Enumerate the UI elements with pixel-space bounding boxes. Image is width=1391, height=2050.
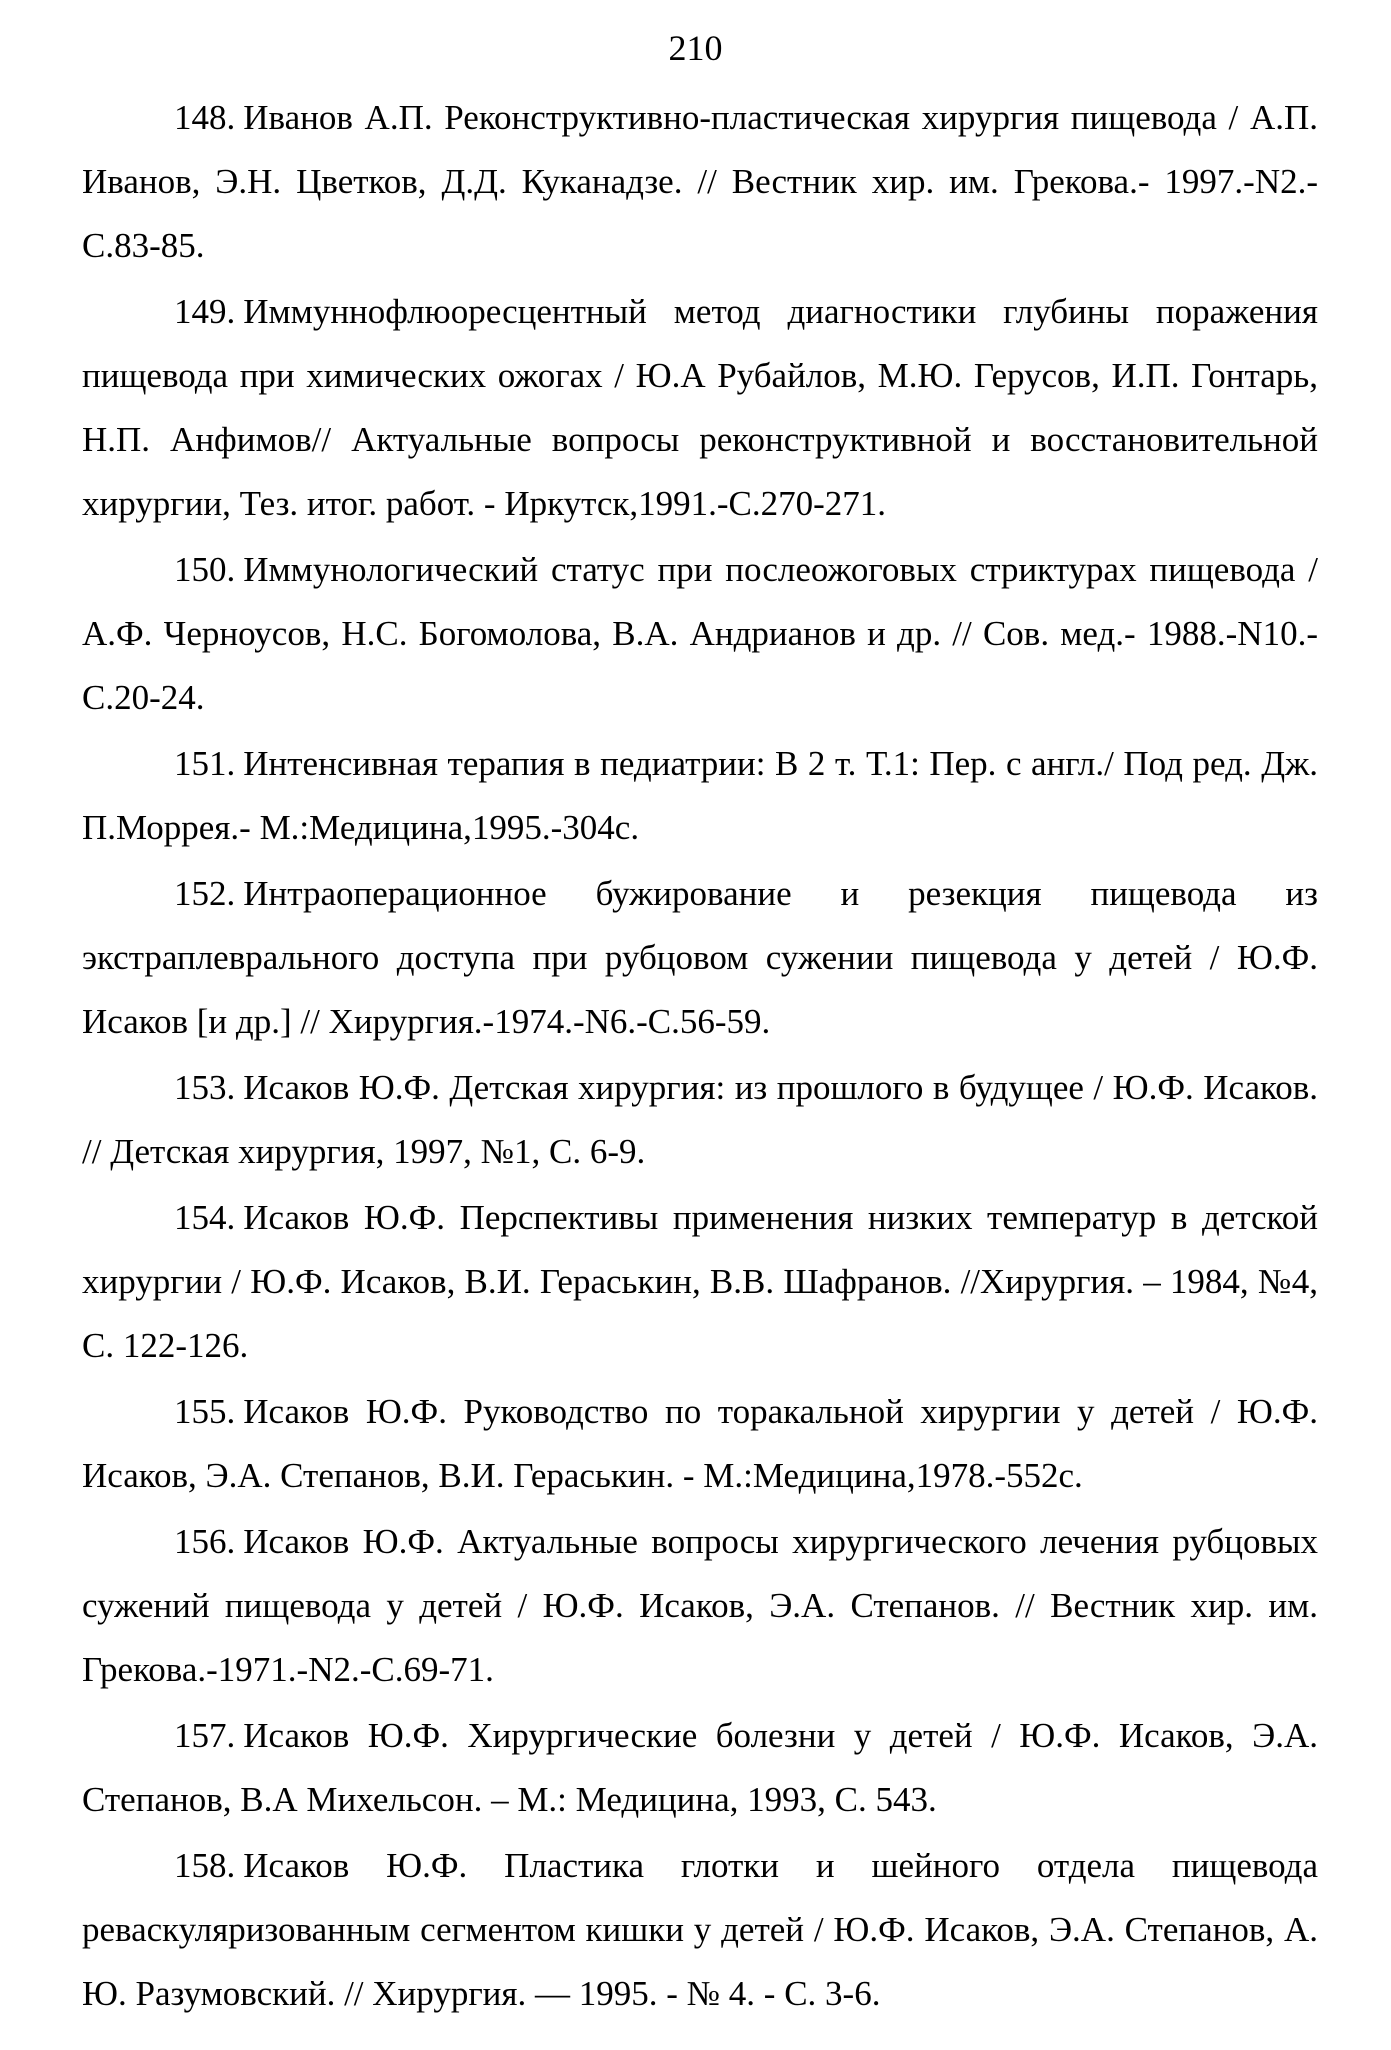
reference-text: Иммуннофлюоресцентный метод диагностики глубины поражения пищевода при химических ожогах / Ю.А Рубайлов, М.Ю. Герусов, И.П. Гонтарь, Н.П. Анфимов// Актуальные вопросы реконструктивной и восстановительной хирургии, Тез. итог. работ. - Иркутск,1991.-С.270-271. — [82, 292, 1318, 523]
reference-text: Иммунологический статус при послеожоговых стриктурах пищевода / А.Ф. Черноусов, Н.С. Богомолова, В.А. Андрианов и др. // Сов. мед.- 1988.-N10.-С.20-24. — [82, 550, 1318, 717]
reference-number: 157. — [174, 1716, 236, 1755]
reference-item — [82, 86, 1318, 278]
reference-number: 148. — [174, 98, 236, 137]
reference-text: Иванов А.П. Реконструктивно-пластическая хирургия пищевода / А.П. Иванов, Э.Н. Цветков, Д.Д. Куканадзе. // Вестник хир. им. Грекова.- 1997.-N2.-С.83-85. — [82, 98, 1318, 265]
reference-number: 155. — [174, 1392, 236, 1431]
reference-item — [82, 1380, 1318, 1508]
reference-number: 156. — [174, 1522, 236, 1561]
reference-number: 152. — [174, 874, 236, 913]
reference-text: Исаков Ю.Ф. Пластика глотки и шейного отдела пищевода реваскуляризованным сегментом кишки у детей / Ю.Ф. Исаков, Э.А. Степанов, А. Ю. Разумовский. // Хирургия. — 1995. - № 4. - С. 3-6. — [82, 1846, 1318, 2013]
page-number: 210 — [668, 28, 723, 68]
reference-number: 151. — [174, 744, 236, 783]
reference-item — [82, 1056, 1318, 1184]
reference-item — [82, 862, 1318, 1054]
reference-item — [82, 1704, 1318, 1832]
reference-item — [82, 732, 1318, 860]
reference-item — [82, 1186, 1318, 1378]
reference-text: Исаков Ю.Ф. Хирургические болезни у детей / Ю.Ф. Исаков, Э.А. Степанов, В.А Михельсон. – М.: Медицина, 1993, С. 543. — [82, 1716, 1318, 1819]
reference-item — [82, 1834, 1318, 2026]
reference-item — [82, 1510, 1318, 1702]
reference-text: Исаков Ю.Ф. Детская хирургия: из прошлого в будущее / Ю.Ф. Исаков. // Детская хирургия, 1997, №1, С. 6-9. — [82, 1068, 1318, 1171]
reference-number: 153. — [174, 1068, 236, 1107]
reference-text: Исаков Ю.Ф. Руководство по торакальной хирургии у детей / Ю.Ф. Исаков, Э.А. Степанов, В.И. Гераськин. - М.:Медицина,1978.-552с. — [82, 1392, 1318, 1495]
reference-text: Интенсивная терапия в педиатрии: В 2 т. Т.1: Пер. с англ./ Под ред. Дж. П.Моррея.- М.:Медицина,1995.-304с. — [82, 744, 1318, 847]
reference-number: 154. — [174, 1198, 236, 1237]
reference-item — [82, 538, 1318, 730]
reference-number: 158. — [174, 1846, 236, 1885]
reference-text: Исаков Ю.Ф. Перспективы применения низких температур в детской хирургии / Ю.Ф. Исаков, В.И. Гераськин, В.В. Шафранов. //Хирургия. – 1984, №4, С. 122-126. — [82, 1198, 1318, 1365]
reference-number: 150. — [174, 550, 236, 589]
reference-number: 149. — [174, 292, 236, 331]
reference-list — [82, 86, 1318, 2028]
reference-text: Исаков Ю.Ф. Актуальные вопросы хирургического лечения рубцовых сужений пищевода у детей / Ю.Ф. Исаков, Э.А. Степанов. // Вестник хир. им. Грекова.-1971.-N2.-С.69-71. — [82, 1522, 1318, 1689]
reference-text: Интраоперационное бужирование и резекция пищевода из экстраплеврального доступа при рубцовом сужении пищевода у детей / Ю.Ф. Исаков [и др.] // Хирургия.-1974.-N6.-С.56-59. — [82, 874, 1318, 1041]
reference-item — [82, 280, 1318, 536]
